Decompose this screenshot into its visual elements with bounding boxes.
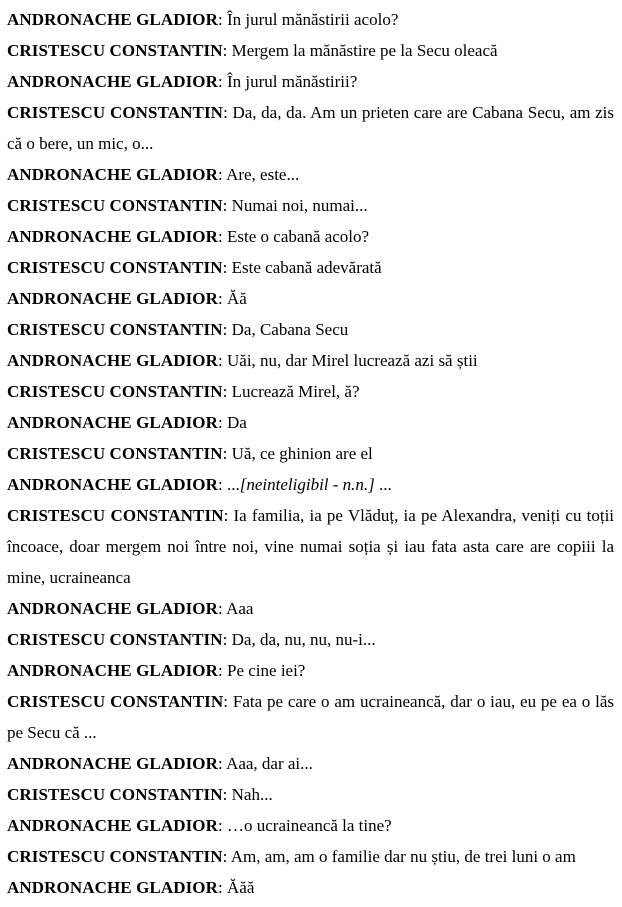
- speaker-separator: :: [222, 41, 228, 60]
- utterance-text: Da, da, nu, nu, nu-i...: [231, 630, 376, 649]
- speaker-separator: :: [218, 878, 223, 897]
- utterance-text: Este o cabană acolo?: [227, 227, 370, 246]
- speaker-separator: :: [218, 599, 223, 618]
- utterance-text: …o ucraineancă la tine?: [227, 816, 392, 835]
- transcript-utterance: [7, 748, 614, 779]
- utterance-text: Numai noi, numai...: [231, 196, 368, 215]
- speaker-name: ANDRONACHE GLADIOR: [7, 351, 219, 370]
- speaker-separator: :: [222, 382, 228, 401]
- speaker-name: CRISTESCU CONSTANTIN: [7, 785, 223, 804]
- speaker-separator: :: [222, 847, 228, 866]
- speaker-name: ANDRONACHE GLADIOR: [7, 72, 219, 91]
- speaker-separator: :: [222, 320, 228, 339]
- speaker-name: CRISTESCU CONSTANTIN: [7, 196, 223, 215]
- utterance-text: Nah...: [231, 785, 273, 804]
- transcript-utterance: [7, 97, 614, 159]
- speaker-name: CRISTESCU CONSTANTIN: [7, 320, 223, 339]
- transcript-utterance: [7, 159, 614, 190]
- speaker-separator: :: [218, 227, 223, 246]
- transcript-utterance: [7, 438, 614, 469]
- utterance-text: Fata pe care o am ucraineancă, dar o iau, eu pe ea o lăs pe Secu că ...: [7, 692, 615, 742]
- transcript-utterance: [7, 221, 614, 252]
- speaker-separator: :: [218, 351, 223, 370]
- transcript-utterance: [7, 345, 614, 376]
- speaker-name: ANDRONACHE GLADIOR: [7, 10, 219, 29]
- speaker-separator: :: [218, 165, 223, 184]
- utterance-text-pre: ...: [227, 475, 240, 494]
- speaker-name: CRISTESCU CONSTANTIN: [7, 630, 223, 649]
- transcript-utterance: [7, 593, 614, 624]
- utterance-text: Uăi, nu, dar Mirel lucrează azi să știi: [227, 351, 478, 370]
- speaker-separator: :: [222, 785, 228, 804]
- speaker-name: ANDRONACHE GLADIOR: [7, 227, 219, 246]
- speaker-name: ANDRONACHE GLADIOR: [7, 413, 219, 432]
- speaker-name: ANDRONACHE GLADIOR: [7, 661, 219, 680]
- speaker-name: CRISTESCU CONSTANTIN: [7, 444, 223, 463]
- speaker-separator: :: [222, 630, 228, 649]
- speaker-name: ANDRONACHE GLADIOR: [7, 816, 219, 835]
- utterance-text: Ia familia, ia pe Vlăduț, ia pe Alexandra, veniți cu toții încoace, doar mergem noi între noi, vine numai soția și iau fata asta care are copiii la mine, ucraineanca: [7, 506, 615, 587]
- speaker-separator: :: [223, 506, 229, 525]
- speaker-separator: :: [218, 10, 223, 29]
- transcript-utterance: [7, 283, 614, 314]
- speaker-name: CRISTESCU CONSTANTIN: [7, 258, 223, 277]
- speaker-separator: :: [223, 103, 228, 122]
- speaker-name: CRISTESCU CONSTANTIN: [7, 692, 224, 711]
- transcript-utterance: [7, 190, 614, 221]
- utterance-text: Da: [227, 413, 247, 432]
- transcript-utterance: [7, 810, 614, 841]
- speaker-separator: :: [218, 72, 223, 91]
- speaker-name: ANDRONACHE GLADIOR: [7, 754, 219, 773]
- utterance-text: În jurul mănăstirii?: [227, 72, 358, 91]
- speaker-separator: :: [222, 258, 228, 277]
- transcript-utterance: [7, 35, 614, 66]
- utterance-text: Uă, ce ghinion are el: [231, 444, 373, 463]
- transcript-utterance: [7, 376, 614, 407]
- utterance-text: Ăă: [227, 289, 247, 308]
- speaker-name: ANDRONACHE GLADIOR: [7, 289, 219, 308]
- utterance-text: Aaa, dar ai...: [226, 754, 313, 773]
- utterance-text: Ăăă: [227, 878, 255, 897]
- utterance-text: Da, da, da. Am un prieten care are Cabana Secu, am zis că o bere, un mic, o...: [7, 103, 615, 153]
- transcript-utterance: [7, 686, 614, 748]
- transcript-utterance-unintelligible: [7, 469, 614, 500]
- transcript-utterance: [7, 314, 614, 345]
- transcript-utterance: [7, 872, 614, 903]
- transcript-utterance: [7, 655, 614, 686]
- transcript-utterance: [7, 841, 614, 872]
- transcript-utterance: [7, 4, 614, 35]
- speaker-separator: :: [218, 816, 223, 835]
- utterance-text: Lucrează Mirel, ă?: [231, 382, 360, 401]
- speaker-name: ANDRONACHE GLADIOR: [7, 878, 219, 897]
- transcript-utterance: [7, 407, 614, 438]
- speaker-separator: :: [218, 413, 223, 432]
- speaker-name: CRISTESCU CONSTANTIN: [7, 382, 223, 401]
- speaker-separator: :: [218, 475, 223, 494]
- speaker-separator: :: [218, 661, 223, 680]
- utterance-text: Mergem la mănăstire pe la Secu oleacă: [231, 41, 498, 60]
- utterance-text: Am, am, am o familie dar nu știu, de trei luni o am: [230, 847, 576, 866]
- utterance-text: Este cabană adevărată: [231, 258, 382, 277]
- speaker-name: CRISTESCU CONSTANTIN: [7, 103, 224, 122]
- unintelligible-annotation: [neinteligibil - n.n.]: [239, 475, 375, 494]
- speaker-name: CRISTESCU CONSTANTIN: [7, 506, 224, 525]
- speaker-name: ANDRONACHE GLADIOR: [7, 475, 219, 494]
- transcript-utterance: [7, 500, 614, 593]
- transcript-utterance: [7, 66, 614, 97]
- speaker-separator: :: [218, 754, 223, 773]
- speaker-name: CRISTESCU CONSTANTIN: [7, 41, 223, 60]
- transcript-utterance: [7, 624, 614, 655]
- utterance-text-post: ...: [374, 475, 392, 494]
- speaker-separator: :: [223, 692, 228, 711]
- speaker-separator: :: [218, 289, 223, 308]
- speaker-separator: :: [222, 196, 228, 215]
- utterance-text: Da, Cabana Secu: [231, 320, 349, 339]
- speaker-name: CRISTESCU CONSTANTIN: [7, 847, 223, 866]
- utterance-text: În jurul mănăstirii acolo?: [227, 10, 399, 29]
- speaker-separator: :: [222, 444, 228, 463]
- transcript-utterance: [7, 779, 614, 810]
- utterance-text: Aaa: [226, 599, 254, 618]
- utterance-text: Are, este...: [226, 165, 300, 184]
- speaker-name: ANDRONACHE GLADIOR: [7, 599, 219, 618]
- transcript-utterance: [7, 252, 614, 283]
- utterance-text: Pe cine iei?: [227, 661, 306, 680]
- speaker-name: ANDRONACHE GLADIOR: [7, 165, 219, 184]
